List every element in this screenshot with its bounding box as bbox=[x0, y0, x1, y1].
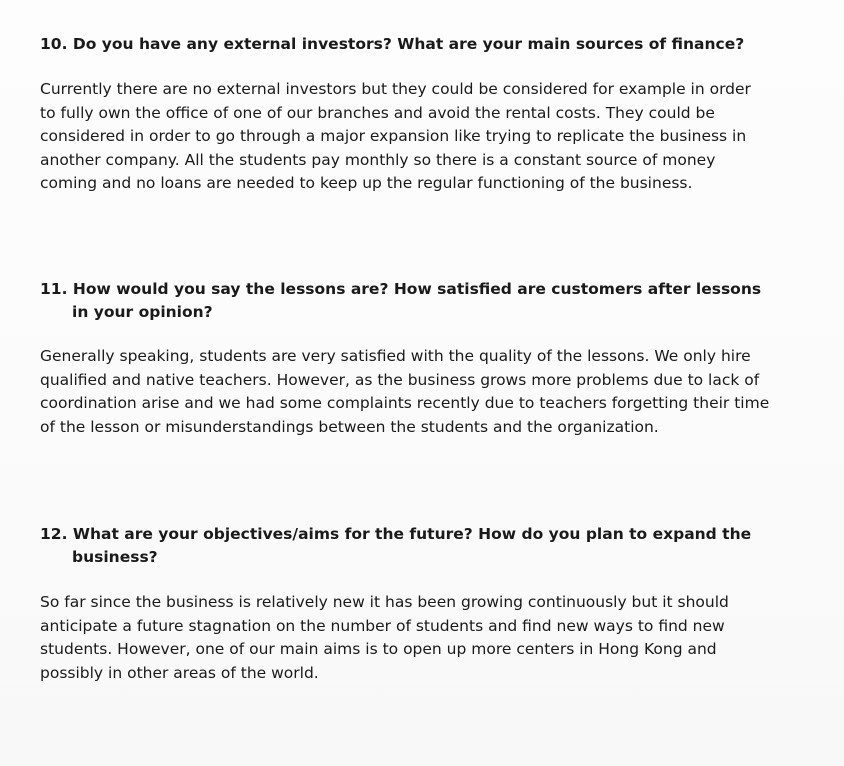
question-section-10 bbox=[40, 33, 770, 196]
answer-paragraph: Generally speaking, students are very satisfied with the quality of the lessons. We only hire qualified and native teachers. However, as the business grows more problems due to lack of coordination arise and we had some complaints recently due to teachers forgetting their time of the lesson or misunderstandings between the students and the organization. bbox=[40, 347, 770, 436]
answer-paragraph: So far since the business is relatively new it has been growing continuously but it should anticipate a future stagnation on the number of students and find new ways to find new students. However, one of our main aims is to open up more centers in Hong Kong and possibly in other areas of the world. bbox=[40, 593, 729, 682]
question-section-11 bbox=[40, 278, 770, 439]
question-heading: 10. Do you have any external investors? What are your main sources of finance? bbox=[40, 35, 745, 53]
answer-paragraph: Currently there are no external investors but they could be considered for example in order to fully own the office of one of our branches and avoid the rental costs. They could be considered in order to go through a major expansion like trying to replicate the business in another company. All the students pay monthly so there is a constant source of money coming and no loans are needed to keep up the regular functioning of the business. bbox=[40, 80, 751, 192]
question-heading: 11. How would you say the lessons are? How satisfied are customers after lessons in your opinion? bbox=[40, 280, 762, 321]
question-heading: 12. What are your objectives/aims for the future? How do you plan to expand the business? bbox=[40, 525, 752, 566]
question-section-12 bbox=[40, 523, 770, 685]
